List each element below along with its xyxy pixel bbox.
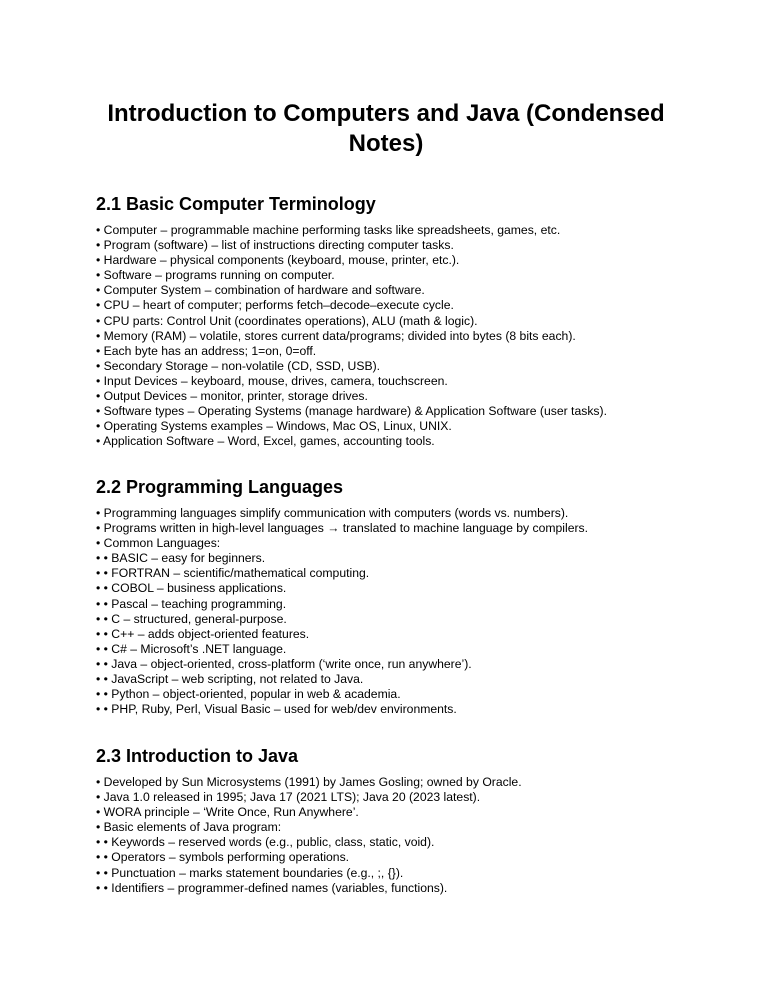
list-item: • Developed by Sun Microsystems (1991) by James Gosling; owned by Oracle.: [96, 775, 522, 789]
bullet-list: [96, 506, 696, 717]
list-item: • Memory (RAM) – volatile, stores current data/programs; divided into bytes (8 bits each).: [96, 328, 576, 343]
list-item: • • Java – object-oriented, cross-platform (‘write once, run anywhere’).: [96, 656, 472, 671]
list-item: • Software – programs running on computer.: [96, 268, 335, 283]
list-item: • • Python – object-oriented, popular in web & academia.: [96, 687, 401, 702]
section-heading: 2.3 Introduction to Java: [96, 746, 299, 766]
list-item: • Programming languages simplify communication with computers (words vs. numbers).: [96, 506, 569, 520]
list-item: • Secondary Storage – non-volatile (CD, SSD, USB).: [96, 358, 381, 373]
list-item: • • Operators – symbols performing operations.: [96, 850, 350, 865]
list-item: • Programs written in high-level languages → translated to machine language by compilers.: [96, 521, 589, 536]
list-item: • Basic elements of Java program:: [96, 820, 282, 835]
list-item: • • C# – Microsoft’s .NET language.: [96, 641, 287, 656]
document-title: Introduction to Computers and Java (Condensed Notes): [107, 100, 665, 157]
list-item: • Each byte has an address; 1=on, 0=off.: [96, 343, 317, 358]
list-item: • Common Languages:: [96, 536, 221, 551]
list-item: • Input Devices – keyboard, mouse, drives, camera, touchscreen.: [96, 373, 448, 388]
section-introduction-to-java: [96, 745, 696, 896]
list-item: • Operating Systems examples – Windows, Mac OS, Linux, UNIX.: [96, 419, 452, 434]
list-item: • Hardware – physical components (keyboard, mouse, printer, etc.).: [96, 253, 460, 268]
list-item: • Computer System – combination of hardware and software.: [96, 283, 425, 298]
list-item: • • Punctuation – marks statement boundaries (e.g., ;, {}).: [96, 865, 404, 880]
list-item: • • PHP, Ruby, Perl, Visual Basic – used for web/dev environments.: [96, 702, 457, 717]
list-item: • Program (software) – list of instructions directing computer tasks.: [96, 238, 454, 253]
list-item: • • Keywords – reserved words (e.g., public, class, static, void).: [96, 835, 435, 850]
section-heading: 2.2 Programming Languages: [96, 477, 344, 497]
list-item: • • C++ – adds object-oriented features.: [96, 626, 310, 641]
section-basic-computer-terminology: [96, 193, 696, 449]
list-item: • CPU parts: Control Unit (coordinates operations), ALU (math & logic).: [96, 313, 478, 328]
list-item: • Output Devices – monitor, printer, storage drives.: [96, 389, 368, 404]
list-item: • • JavaScript – web scripting, not related to Java.: [96, 672, 364, 687]
bullet-list: [96, 223, 696, 449]
list-item: • Java 1.0 released in 1995; Java 17 (2021 LTS); Java 20 (2023 latest).: [96, 790, 481, 805]
list-item: • • BASIC – easy for beginners.: [96, 551, 266, 566]
list-item: • • Pascal – teaching programming.: [96, 596, 287, 611]
list-item: • WORA principle – ‘Write Once, Run Anywhere’.: [96, 805, 359, 820]
list-item: • • COBOL – business applications.: [96, 581, 287, 596]
list-item: • • Identifiers – programmer-defined names (variables, functions).: [96, 880, 448, 895]
list-item: • Computer – programmable machine performing tasks like spreadsheets, games, etc.: [96, 223, 561, 237]
bullet-list: [96, 775, 696, 896]
list-item: • Software types – Operating Systems (manage hardware) & Application Software (user tasks).: [96, 404, 607, 419]
list-item: • • C – structured, general-purpose.: [96, 611, 287, 626]
list-item: • Application Software – Word, Excel, games, accounting tools.: [96, 434, 435, 449]
list-item: • CPU – heart of computer; performs fetch–decode–execute cycle.: [96, 298, 454, 313]
list-item: • • FORTRAN – scientific/mathematical computing.: [96, 566, 370, 581]
section-heading: 2.1 Basic Computer Terminology: [96, 194, 376, 214]
section-programming-languages: [96, 476, 696, 717]
